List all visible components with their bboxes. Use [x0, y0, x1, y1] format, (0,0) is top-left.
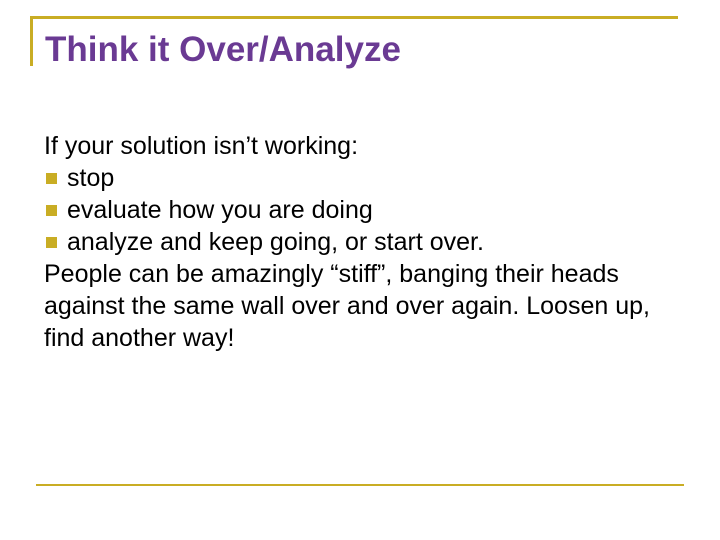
- closing-text: People can be amazingly “stiff”, banging their heads against the same wall over and over again. Loosen up, find another way!: [44, 260, 650, 352]
- left-rule: [30, 16, 33, 66]
- bullet-list: [44, 162, 674, 258]
- square-bullet-icon: [46, 173, 57, 184]
- top-rule: [30, 16, 678, 19]
- slide-title: Think it Over/Analyze: [45, 30, 401, 69]
- bottom-rule: [36, 484, 684, 486]
- bullet-text: stop: [67, 164, 115, 192]
- intro-text: If your solution isn’t working:: [44, 132, 359, 160]
- bullet-text: evaluate how you are doing: [67, 196, 373, 224]
- slide-body: [44, 130, 674, 354]
- square-bullet-icon: [46, 237, 57, 248]
- bullet-text: analyze and keep going, or start over.: [67, 228, 484, 256]
- bullet-item: [44, 226, 674, 258]
- bullet-item: [44, 194, 674, 226]
- square-bullet-icon: [46, 205, 57, 216]
- bullet-item: [44, 162, 674, 194]
